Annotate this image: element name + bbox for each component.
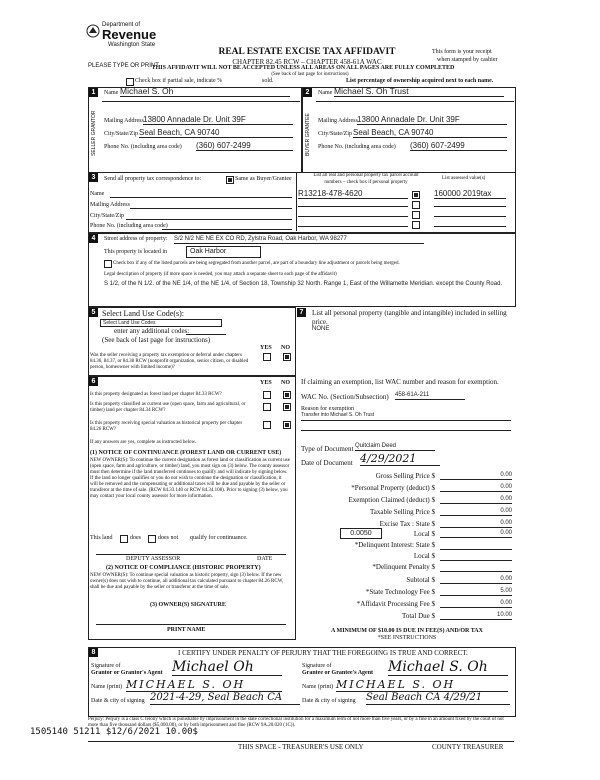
grantee-date-city[interactable]: Seal Beach CA 4/29/21 [366,692,510,705]
tech-fee-label: *State Technology Fee $ [365,588,435,596]
section8-number: 8 [89,648,98,657]
additional-codes-label: enter any additional codes: [114,327,190,335]
affidavit-fee-value[interactable]: 0.00 [440,600,512,608]
rate-select[interactable]: 0.0050 [340,528,382,539]
sig-grantee-label2: Grantee or Grantee's Agent [302,670,374,676]
doc-date-label: Date of Document [301,459,353,467]
penalty-label: *Delinquent Penalty $ [372,563,435,571]
receipt-note2: when stamped by cashier [437,57,498,63]
section4-box [88,233,516,307]
reason-label: Reason for exemption [301,406,354,412]
partial-sale-checkbox[interactable] [126,78,134,86]
s6-yes: YES [260,380,272,386]
s3-mailing-label: Mailing Address [90,202,130,208]
see-back-instr: (See back of last page for instructions) [102,336,211,344]
total-due-value[interactable]: 10.00 [440,612,512,620]
perjury-notice: Perjury: Perjury is a class C felony which is punishable by imprisonment in the state correctional institution for a maximum term of not more than five years, or by a fine in an amount fixed by the court of not more than five thousand dollars ($5,000.00), or by both imprisonment and fine (RCW 9A.20.020 (1C)). [88,717,504,728]
legal-label: Legal description of property (if more space is needed, you may attach a separate sheet to each page of the affidavit) [104,272,337,277]
s5-yes-checkbox[interactable] [263,353,271,361]
doc-type[interactable]: Quitclaim Deed [355,443,435,451]
doc-type-label: Type of Document [301,445,354,453]
personal-property-checkbox[interactable] [412,191,420,199]
land-use-label: Select Land Use Code(s): [102,309,184,318]
sig-grantor-label2: Grantor or Grantor's Agent [91,670,163,676]
county-treasurer: COUNTY TREASURER [432,743,504,751]
grantee-name-print-label: Name (print) [302,684,334,690]
grantor-name-print-label: Name (print) [91,684,123,690]
buyer-name[interactable]: Michael S. Oh Trust [334,86,504,97]
personal-property-label: List all personal property (tangible and intangible) included in selling [312,309,507,317]
sig-grantee-label1: Signature of [302,663,332,669]
does-checkbox[interactable] [120,535,128,543]
s6-q1-yes[interactable] [263,391,271,399]
street-label: Street address of property: [104,236,168,242]
personal-property-checkbox-4[interactable] [412,221,420,229]
grantor-date-city[interactable]: 2021-4-29, Seal Beach CA [150,692,300,705]
grantor-name-print[interactable]: MICHAEL S. OH [126,679,282,692]
parcel-header2: numbers – check box if personal property [324,180,408,185]
tax-row-label: Taxable Selling Price $ [369,508,435,516]
assessed-value[interactable]: 160000 2019tax [434,189,506,199]
buyer-mailing[interactable]: 13800 Annadale Dr. Unit 39F [357,115,507,125]
grantee-date-city-label: Date & city of signing [302,698,356,704]
total-due-label: Total Due $ [402,612,435,620]
sold-label: sold. [262,78,274,84]
dor-logo-icon [86,24,100,38]
interest-local-label: Local $ [413,552,435,560]
land-use-select[interactable]: Select Land Use Codes [100,319,222,327]
same-as-buyer-label: Same as Buyer/Grantee [235,176,292,182]
does-label: does [130,535,141,541]
seller-name[interactable]: Michael S. Oh [120,86,290,97]
buyer-phone[interactable]: (360) 607-2499 [410,141,507,151]
seller-mailing-label: Mailing Address [104,118,144,124]
buyer-name-label: Name [318,90,333,96]
seller-name-label: Name [104,90,119,96]
section4-number: 4 [89,234,98,243]
certify-statement: I CERTIFY UNDER PENALTY OF PERJURY THAT THE FOREGOING IS TRUE AND CORRECT. [178,649,468,657]
tax-row-value[interactable]: 0.00 [440,496,512,504]
tax-row-value[interactable]: 0.00 [440,484,512,492]
section7-number: 7 [297,308,306,317]
buyer-phone-label: Phone No. (including area code) [318,144,396,150]
s6-q3-no[interactable] [283,421,291,429]
grantee-signature[interactable]: Michael S. Oh [388,660,508,676]
tax-row-label: Gross Selling Price $ [375,472,435,480]
claim-exemption-label: If claiming an exemption, list WAC number and reason for exemption. [301,378,499,386]
list-percentage: List percentage of ownership acquired next to each name. [346,78,494,84]
notice1-title: (1) NOTICE OF CONTINUANCE (FOREST LAND OR CURRENT USE) [90,450,282,456]
tax-row-value[interactable]: 0.00 [440,520,512,528]
buyer-city-label: City/State/Zip [318,131,352,137]
subtotal-value[interactable]: 0.00 [440,576,512,584]
s5-no-checkbox[interactable] [283,353,291,361]
s6-q2-yes[interactable] [263,403,271,411]
does-not-label: does not [158,535,179,541]
personal-property-checkbox-3[interactable] [412,211,420,219]
legal-description[interactable]: S 1/2, of the N 1/2. of the NE 1/4, of the NE 1/4, of Section 18, Township 32 North. Range 1, East of the Willamette Meridian. except the County Road. [104,281,503,287]
tax-row-label: Exemption Claimed (deduct) $ [348,496,435,504]
chapter-line: CHAPTER 82.45 RCW – CHAPTER 458-61A WAC [232,58,382,66]
buyer-side-label: BUYER GRANTEE [305,113,311,156]
not-accepted-line: THIS AFFIDAVIT WILL NOT BE ACCEPTED UNLESS ALL AREAS ON ALL PAGES ARE FULLY COMPLETED [151,65,455,71]
minimum-due: A MINIMUM OF $10.00 IS DUE IN FEE(S) AND/OR TAX [331,628,483,634]
section3-number: 3 [89,173,98,182]
street-address[interactable]: S/2 N/2 NE NE EX CO RD, Zylstra Road, Oak Harbor, WA 98277 [174,236,424,244]
price-label: price. [312,318,328,326]
tax-row-label: *Personal Property (deduct) $ [351,484,435,492]
dept-line2: Revenue [102,27,157,42]
located-select[interactable]: Oak Harbor [186,246,261,258]
s3-city-label: City/State/Zip [90,213,124,219]
this-land-label: This land [90,535,113,541]
section6-number: 6 [89,377,98,386]
does-not-checkbox[interactable] [148,535,156,543]
if-yes-label: If any answers are yes, complete as instructed below. [90,440,197,445]
personal-property-checkbox-2[interactable] [412,201,420,209]
notice1-body: NEW OWNER(S): To continue the current designation as forest land or classification as current use (open space, farm and agriculture, or timber) land, you must sign on (3) below. The county assessor must then determine if the land transferred continues to qualify and will indicate by signing below. If the land no longer qualifies or you do not wish to continue the designation or classification, it will be removed and the compensating or additional taxes will be due and payable by the seller or transferor at the time of sale. (RCW 84.33.140 or RCW 84.34.108). Prior to signing (3) below, you may contact your local county assessor for more information. [90,458,290,499]
wac-label: WAC No. (Section/Subsection) [301,393,389,401]
seller-side-label: SELLER GRANTOR [91,110,97,156]
tax-row-label: Excise Tax : State $ [379,520,435,528]
local-label: Local $ [413,530,435,538]
treasurer-stamp: 1505140 51211 $12/6/2021 10.00$ [30,727,198,737]
deputy-date-label: DATE [257,556,273,562]
s5-question: Was the seller receiving a property tax exemption or deferral under chapters 84.36, 84.37, or 84.38 RCW (nonprofit organization, senior citizen, or disabled person, homeowner with limited income)? [90,353,249,370]
s6-q2: Is this property classified as current use (open space, farm and agricultural, or timber) land per chapter 84.34 RCW? [90,402,246,413]
segregated-label: Check box if any of the listed parcels are being segregated from another parcel, are part of a boundary line adjustment or parcels being merged. [113,261,400,266]
dor-logo [86,20,156,56]
send-correspondence-label: Send all property tax correspondence to: [104,176,202,182]
dept-line3: Washington State [108,42,156,48]
wac-number[interactable]: 458-61A-211 [395,392,465,400]
partial-sale-label: Check box if partial sale, indicate % [135,78,223,84]
qualify-label: qualify for continuance. [190,535,248,541]
buyer-mailing-label: Mailing Address [318,118,358,124]
sig-grantor-label1: Signature of [91,663,121,669]
s6-q3: Is this property receiving special valuation as historical property per chapter 84.26 RCW? [90,421,243,432]
segregated-checkbox[interactable] [104,260,112,268]
grantor-signature[interactable]: Michael Oh [172,660,282,676]
s6-q1-no[interactable] [283,391,291,399]
s6-q1: Is this property designated as forest land per chapter 84.33 RCW? [90,392,222,397]
s6-no: NO [281,380,290,386]
doc-date[interactable]: 4/29/2021 [360,453,440,466]
notice2-title: (2) NOTICE OF COMPLIANCE (HISTORIC PROPERTY) [106,565,261,571]
buyer-section-number: 2 [303,88,312,97]
s3-phone-label: Phone No. (including area code) [90,223,168,229]
seller-mailing[interactable]: 13800 Annadale Dr. Unit 39F [143,115,293,125]
tax-row-value[interactable]: 0.00 [440,472,512,480]
section5-number: 5 [89,308,98,317]
seller-section-number: 1 [89,88,98,97]
owner-signature-label: (3) OWNER(S) SIGNATURE [150,602,226,608]
treasurer-use-only: THIS SPACE - TREASURER'S USE ONLY [238,743,364,751]
seller-phone-label: Phone No. (including area code) [104,144,182,150]
see-back-note: (See back of last page for instructions) [271,72,349,77]
subtotal-label: Subtotal $ [406,576,435,584]
seller-phone[interactable]: (360) 607-2499 [196,141,293,151]
parcel-header1: List all real and personal property tax parcel account [313,173,419,178]
section6-box [88,376,296,640]
local-value[interactable]: 0.00 [440,530,512,538]
reason-value[interactable]: Transfer into Michael S. Oh Trust [301,412,375,418]
grantor-date-city-label: Date & city of signing [91,698,145,704]
print-name-label: PRINT NAME [167,627,206,633]
s5-no: NO [281,345,290,351]
s6-q2-no[interactable] [283,403,291,411]
please-type: PLEASE TYPE OR PRINT [88,63,159,69]
personal-property-value[interactable]: NONE [312,326,330,332]
see-instructions: *SEE INSTRUCTIONS [377,635,437,641]
located-label: This property is located in [104,249,167,255]
notice2-body: NEW OWNER(S): To continue special valuation as historic property, sign (3) below. If the new owner(s) does not wish to continue, all additional tax calculated pursuant to chapter 84.26 RCW, shall be due and payable by the seller or transferor at the time of sale. [90,573,284,590]
grantee-name-print[interactable]: MICHAEL S. OH [336,679,508,692]
seller-city[interactable]: Seal Beach, CA 90740 [139,128,293,138]
deputy-assessor-label: DEPUTY ASSESSOR [126,556,181,562]
buyer-city[interactable]: Seal Beach, CA 90740 [353,128,507,138]
tech-fee-value[interactable]: 5.00 [440,588,512,596]
dept-line1: Department of [102,22,141,28]
assessed-header: List assessed value(s) [442,176,486,181]
page-title: REAL ESTATE EXCISE TAX AFFIDAVIT [218,47,396,57]
same-as-buyer-checkbox[interactable] [226,176,234,184]
parcel-number[interactable]: R13218-478-4620 [298,189,408,199]
s3-name-label: Name [90,191,105,197]
interest-label: *Delinquent Interest: State $ [354,541,435,549]
seller-city-label: City/State/Zip [104,131,138,137]
s6-q3-yes[interactable] [263,421,271,429]
tax-row-value[interactable]: 0.00 [440,508,512,516]
receipt-note1: This form is your receipt [432,49,492,55]
s5-yes: YES [260,345,272,351]
affidavit-fee-label: *Affidavit Processing Fee $ [356,600,435,608]
